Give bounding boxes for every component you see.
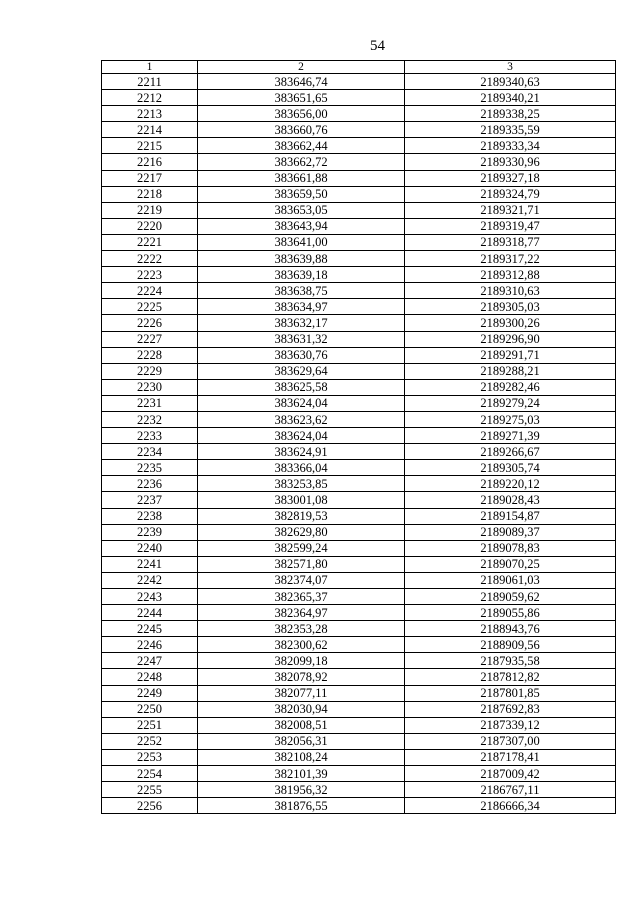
x-coordinate-cell: 383662,72 — [198, 154, 405, 170]
x-coordinate-cell: 382365,37 — [198, 589, 405, 605]
x-coordinate-cell: 383656,00 — [198, 106, 405, 122]
point-number-cell: 2222 — [102, 251, 198, 267]
table-row — [102, 556, 616, 572]
point-number-cell: 2246 — [102, 637, 198, 653]
x-coordinate-cell: 383253,85 — [198, 476, 405, 492]
table-row — [102, 234, 616, 250]
x-coordinate-cell: 383629,64 — [198, 363, 405, 379]
column-header-point-number: 1 — [102, 61, 198, 74]
y-coordinate-cell: 2189279,24 — [405, 395, 616, 411]
point-number-cell: 2256 — [102, 798, 198, 814]
x-coordinate-cell: 383624,91 — [198, 444, 405, 460]
x-coordinate-cell: 383001,08 — [198, 492, 405, 508]
y-coordinate-cell: 2189078,83 — [405, 540, 616, 556]
y-coordinate-cell: 2186767,11 — [405, 782, 616, 798]
table-row — [102, 347, 616, 363]
point-number-cell: 2243 — [102, 589, 198, 605]
point-number-cell: 2213 — [102, 106, 198, 122]
x-coordinate-cell: 383624,04 — [198, 395, 405, 411]
x-coordinate-cell: 382077,11 — [198, 685, 405, 701]
table-row — [102, 508, 616, 524]
y-coordinate-cell: 2187009,42 — [405, 766, 616, 782]
point-number-cell: 2254 — [102, 766, 198, 782]
table-body — [102, 74, 616, 814]
y-coordinate-cell: 2186666,34 — [405, 798, 616, 814]
table-row — [102, 202, 616, 218]
y-coordinate-cell: 2189271,39 — [405, 428, 616, 444]
x-coordinate-cell: 382108,24 — [198, 749, 405, 765]
point-number-cell: 2218 — [102, 186, 198, 202]
y-coordinate-cell: 2189327,18 — [405, 170, 616, 186]
point-number-cell: 2232 — [102, 411, 198, 427]
table-row — [102, 460, 616, 476]
y-coordinate-cell: 2189300,26 — [405, 315, 616, 331]
x-coordinate-cell: 383662,44 — [198, 138, 405, 154]
point-number-cell: 2239 — [102, 524, 198, 540]
point-number-cell: 2228 — [102, 347, 198, 363]
table-row — [102, 138, 616, 154]
x-coordinate-cell: 382099,18 — [198, 653, 405, 669]
point-number-cell: 2230 — [102, 379, 198, 395]
y-coordinate-cell: 2189340,21 — [405, 90, 616, 106]
table-row — [102, 782, 616, 798]
y-coordinate-cell: 2189291,71 — [405, 347, 616, 363]
table-row — [102, 395, 616, 411]
table-row — [102, 90, 616, 106]
point-number-cell: 2211 — [102, 74, 198, 90]
point-number-cell: 2223 — [102, 267, 198, 283]
table-row — [102, 379, 616, 395]
x-coordinate-cell: 383639,88 — [198, 251, 405, 267]
y-coordinate-cell: 2189338,25 — [405, 106, 616, 122]
point-number-cell: 2233 — [102, 428, 198, 444]
x-coordinate-cell: 383646,74 — [198, 74, 405, 90]
point-number-cell: 2216 — [102, 154, 198, 170]
point-number-cell: 2248 — [102, 669, 198, 685]
point-number-cell: 2235 — [102, 460, 198, 476]
point-number-cell: 2225 — [102, 299, 198, 315]
y-coordinate-cell: 2187307,00 — [405, 733, 616, 749]
table-row — [102, 701, 616, 717]
table-row — [102, 315, 616, 331]
y-coordinate-cell: 2189340,63 — [405, 74, 616, 90]
column-header-y-coordinate: 3 — [405, 61, 616, 74]
table-row — [102, 717, 616, 733]
y-coordinate-cell: 2189335,59 — [405, 122, 616, 138]
table-row — [102, 186, 616, 202]
x-coordinate-cell: 383651,65 — [198, 90, 405, 106]
y-coordinate-cell: 2187801,85 — [405, 685, 616, 701]
x-coordinate-cell: 382300,62 — [198, 637, 405, 653]
point-number-cell: 2212 — [102, 90, 198, 106]
y-coordinate-cell: 2189288,21 — [405, 363, 616, 379]
x-coordinate-cell: 382101,39 — [198, 766, 405, 782]
point-number-cell: 2240 — [102, 540, 198, 556]
y-coordinate-cell: 2189305,03 — [405, 299, 616, 315]
point-number-cell: 2252 — [102, 733, 198, 749]
table-row — [102, 154, 616, 170]
x-coordinate-cell: 382571,80 — [198, 556, 405, 572]
point-number-cell: 2249 — [102, 685, 198, 701]
table-row — [102, 428, 616, 444]
table-row — [102, 283, 616, 299]
x-coordinate-cell: 382056,31 — [198, 733, 405, 749]
table-row — [102, 653, 616, 669]
point-number-cell: 2250 — [102, 701, 198, 717]
x-coordinate-cell: 382819,53 — [198, 508, 405, 524]
x-coordinate-cell: 383659,50 — [198, 186, 405, 202]
x-coordinate-cell: 383624,04 — [198, 428, 405, 444]
x-coordinate-cell: 382353,28 — [198, 621, 405, 637]
y-coordinate-cell: 2189319,47 — [405, 218, 616, 234]
table-row — [102, 122, 616, 138]
x-coordinate-cell: 383631,32 — [198, 331, 405, 347]
y-coordinate-cell: 2189312,88 — [405, 267, 616, 283]
y-coordinate-cell: 2187339,12 — [405, 717, 616, 733]
point-number-cell: 2242 — [102, 572, 198, 588]
y-coordinate-cell: 2189154,87 — [405, 508, 616, 524]
table-row — [102, 669, 616, 685]
table-row — [102, 524, 616, 540]
coordinates-table — [101, 60, 616, 814]
x-coordinate-cell: 382030,94 — [198, 701, 405, 717]
table-row — [102, 798, 616, 814]
table-row — [102, 540, 616, 556]
y-coordinate-cell: 2189318,77 — [405, 234, 616, 250]
table-row — [102, 637, 616, 653]
column-header-x-coordinate: 2 — [198, 61, 405, 74]
point-number-cell: 2229 — [102, 363, 198, 379]
y-coordinate-cell: 2189028,43 — [405, 492, 616, 508]
y-coordinate-cell: 2188943,76 — [405, 621, 616, 637]
y-coordinate-cell: 2189089,37 — [405, 524, 616, 540]
x-coordinate-cell: 382629,80 — [198, 524, 405, 540]
point-number-cell: 2226 — [102, 315, 198, 331]
point-number-cell: 2220 — [102, 218, 198, 234]
table-row — [102, 589, 616, 605]
x-coordinate-cell: 383630,76 — [198, 347, 405, 363]
y-coordinate-cell: 2188909,56 — [405, 637, 616, 653]
point-number-cell: 2238 — [102, 508, 198, 524]
table-row — [102, 605, 616, 621]
x-coordinate-cell: 383634,97 — [198, 299, 405, 315]
point-number-cell: 2253 — [102, 749, 198, 765]
x-coordinate-cell: 381956,32 — [198, 782, 405, 798]
x-coordinate-cell: 383653,05 — [198, 202, 405, 218]
page-number: 54 — [370, 38, 385, 54]
table-row — [102, 251, 616, 267]
x-coordinate-cell: 382364,97 — [198, 605, 405, 621]
table-row — [102, 299, 616, 315]
x-coordinate-cell: 383643,94 — [198, 218, 405, 234]
point-number-cell: 2255 — [102, 782, 198, 798]
table-header — [102, 61, 616, 74]
table-row — [102, 685, 616, 701]
y-coordinate-cell: 2189059,62 — [405, 589, 616, 605]
x-coordinate-cell: 383639,18 — [198, 267, 405, 283]
point-number-cell: 2251 — [102, 717, 198, 733]
point-number-cell: 2214 — [102, 122, 198, 138]
table-row — [102, 492, 616, 508]
x-coordinate-cell: 383660,76 — [198, 122, 405, 138]
y-coordinate-cell: 2189305,74 — [405, 460, 616, 476]
point-number-cell: 2219 — [102, 202, 198, 218]
x-coordinate-cell: 383623,62 — [198, 411, 405, 427]
point-number-cell: 2237 — [102, 492, 198, 508]
x-coordinate-cell: 383661,88 — [198, 170, 405, 186]
point-number-cell: 2234 — [102, 444, 198, 460]
y-coordinate-cell: 2189310,63 — [405, 283, 616, 299]
point-number-cell: 2245 — [102, 621, 198, 637]
point-number-cell: 2227 — [102, 331, 198, 347]
x-coordinate-cell: 383638,75 — [198, 283, 405, 299]
y-coordinate-cell: 2187935,58 — [405, 653, 616, 669]
y-coordinate-cell: 2187812,82 — [405, 669, 616, 685]
y-coordinate-cell: 2189282,46 — [405, 379, 616, 395]
y-coordinate-cell: 2189070,25 — [405, 556, 616, 572]
table-row — [102, 749, 616, 765]
y-coordinate-cell: 2189266,67 — [405, 444, 616, 460]
x-coordinate-cell: 382599,24 — [198, 540, 405, 556]
table-row — [102, 267, 616, 283]
point-number-cell: 2224 — [102, 283, 198, 299]
table-row — [102, 444, 616, 460]
table-row — [102, 411, 616, 427]
x-coordinate-cell: 382078,92 — [198, 669, 405, 685]
y-coordinate-cell: 2189220,12 — [405, 476, 616, 492]
table-row — [102, 106, 616, 122]
y-coordinate-cell: 2189321,71 — [405, 202, 616, 218]
y-coordinate-cell: 2189317,22 — [405, 251, 616, 267]
point-number-cell: 2217 — [102, 170, 198, 186]
table-row — [102, 476, 616, 492]
x-coordinate-cell: 383641,00 — [198, 234, 405, 250]
table-row — [102, 218, 616, 234]
table-row — [102, 170, 616, 186]
point-number-cell: 2244 — [102, 605, 198, 621]
x-coordinate-cell: 382008,51 — [198, 717, 405, 733]
y-coordinate-cell: 2189333,34 — [405, 138, 616, 154]
table-row — [102, 363, 616, 379]
y-coordinate-cell: 2189296,90 — [405, 331, 616, 347]
table-row — [102, 572, 616, 588]
point-number-cell: 2221 — [102, 234, 198, 250]
point-number-cell: 2236 — [102, 476, 198, 492]
table-row — [102, 766, 616, 782]
point-number-cell: 2231 — [102, 395, 198, 411]
table-row — [102, 733, 616, 749]
y-coordinate-cell: 2187692,83 — [405, 701, 616, 717]
x-coordinate-cell: 382374,07 — [198, 572, 405, 588]
point-number-cell: 2215 — [102, 138, 198, 154]
x-coordinate-cell: 383366,04 — [198, 460, 405, 476]
y-coordinate-cell: 2189055,86 — [405, 605, 616, 621]
y-coordinate-cell: 2189324,79 — [405, 186, 616, 202]
table-row — [102, 74, 616, 90]
y-coordinate-cell: 2189061,03 — [405, 572, 616, 588]
y-coordinate-cell: 2187178,41 — [405, 749, 616, 765]
point-number-cell: 2247 — [102, 653, 198, 669]
x-coordinate-cell: 383632,17 — [198, 315, 405, 331]
header-row — [102, 61, 616, 74]
point-number-cell: 2241 — [102, 556, 198, 572]
y-coordinate-cell: 2189275,03 — [405, 411, 616, 427]
table-row — [102, 621, 616, 637]
y-coordinate-cell: 2189330,96 — [405, 154, 616, 170]
table-row — [102, 331, 616, 347]
x-coordinate-cell: 381876,55 — [198, 798, 405, 814]
x-coordinate-cell: 383625,58 — [198, 379, 405, 395]
